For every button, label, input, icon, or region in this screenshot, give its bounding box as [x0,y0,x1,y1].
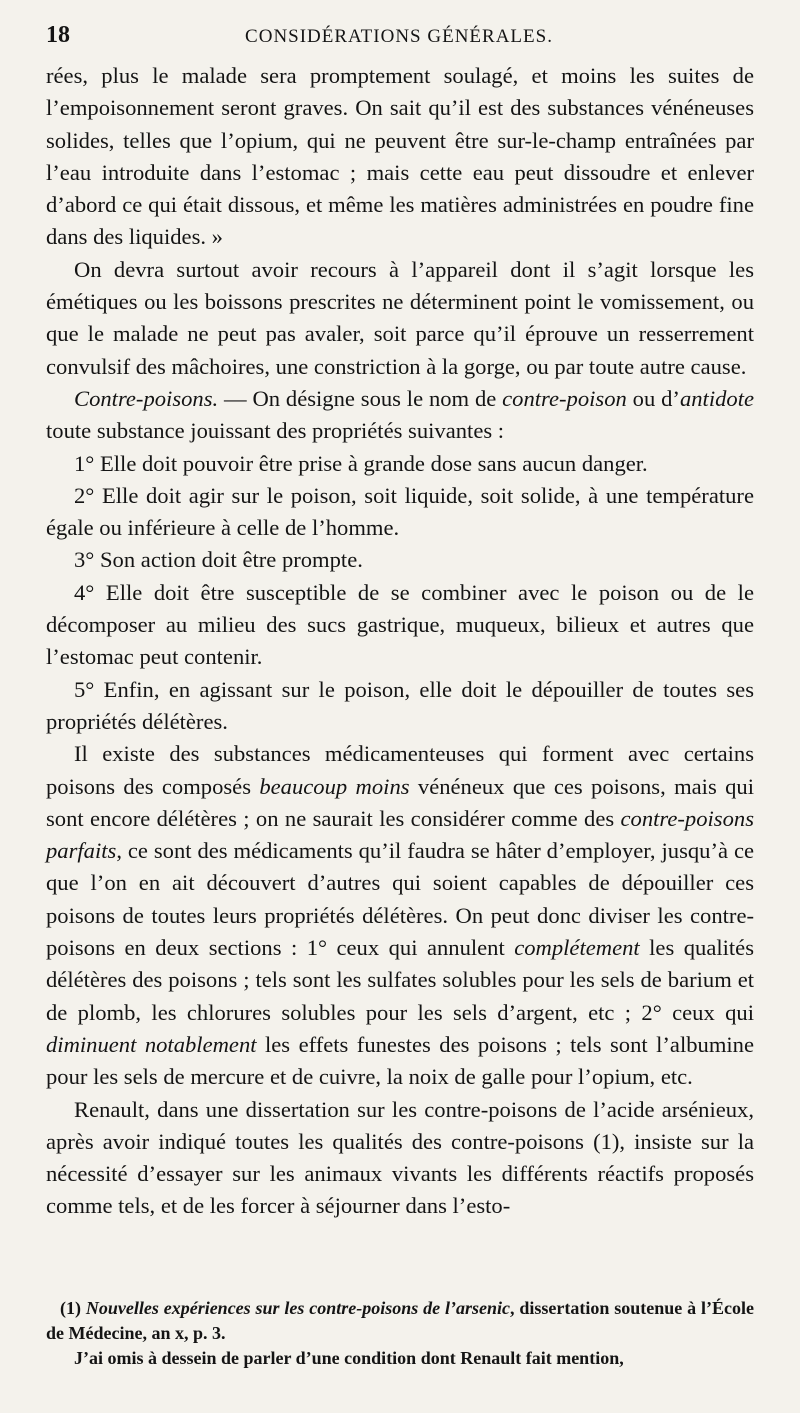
footnote-title: Nouvelles expériences sur les contre-poisons de l’arsenic [85,1298,511,1318]
list-item: 2° Elle doit agir sur le poison, soit liquide, soit solide, à une température égale ou inférieure à celle de l’homme. [46,482,754,541]
paragraph-apparatus: On devra surtout avoir recours à l’appareil dont il s’agit lorsque les émétiques ou les boissons prescrites ne déterminent point le vomissement, ou que le malade ne peut pas avaler, soit parce qu’il éprouve un resserrement convulsif des mâchoires, une constriction à la gorge, ou par toute autre cause. [46,256,754,379]
term-contre-poison: contre-poison [502,385,627,411]
page-header [46,22,752,52]
paragraph-renault: Renault, dans une dissertation sur les contre-poisons de l’acide arsénieux, après avoir indiqué toutes les qualités des contre-poisons (1), insiste sur la nécessité d’essayer sur les animaux vivants les différents réactifs proposés comme tels, et de les forcer à séjourner dans l’esto- [46,1096,754,1219]
footnote-1: (1) Nouvelles expériences sur les contre-poisons de l’arsenic, dissertation soutenue à l’École de Médecine, an x, p. 3. [46,1298,754,1343]
footnotes [46,1296,754,1371]
term-antidote: antidote [679,385,755,411]
main-text [46,60,754,1223]
footnote-2: J’ai omis à dessein de parler d’une condition dont Renault fait mention, [74,1348,624,1368]
list-item: 1° Elle doit pouvoir être prise à grande dose sans aucun danger. [74,450,648,476]
paragraph-medicinal-substances: Il existe des substances médicamenteuses qui forment avec certains poisons des composés beaucoup moins vénéneux que ces poisons, mais qui sont encore délétères ; on ne saurait les considérer comme des contre-poisons parfaits, ce sont des médicaments qu’il faudra se hâter d’employer, jusqu’à ce que l’on en ait découvert d’autres qui soient capables de dépouiller ces poisons de toutes leurs propriétés délétères. On peut donc diviser les contre-poisons en deux sections : 1° ceux qui annulent complétement les qualités délétères des poisons ; tels sont les sulfates solubles pour les sels de barium et de plomb, les chlorures solubles pour les sels d’argent, etc ; 2° ceux qui diminuent notablement les effets funestes des poisons ; tels sont l’albumine pour les sels de mercure et de cuivre, la noix de galle pour l’opium, etc. [46,741,754,1090]
list-item: 5° Enfin, en agissant sur le poison, elle doit le dépouiller de toutes ses propriétés délétères. [46,676,754,734]
list-item: 4° Elle doit être susceptible de se combiner avec le poison ou de le décomposer au milieu des sucs gastrique, muqueux, bilieux et autres que l’estomac peut contenir. [46,579,754,670]
paragraph-antidote-definition: Contre-poisons. — On désigne sous le nom de contre-poison ou d’antidote toute substance jouissant des propriétés suivantes : [46,385,755,444]
running-title: CONSIDÉRATIONS GÉNÉRALES. [245,26,553,47]
page-number: 18 [46,22,70,48]
paragraph-continuation: rées, plus le malade sera promptement soulagé, et moins les suites de l’empoisonnement seront graves. On sait qu’il est des substances vénéneuses solides, telles que l’opium, qui ne peuvent être sur-le-champ entraînées par l’eau introduite dans l’estomac ; mais cette eau peut dissoudre et enlever d’abord ce qui était dissous, et même les matières administrées en poudre fine dans des liquides. » [46,63,754,250]
section-heading: Contre-poisons. [74,385,219,411]
list-item: 3° Son action doit être prompte. [74,547,363,573]
